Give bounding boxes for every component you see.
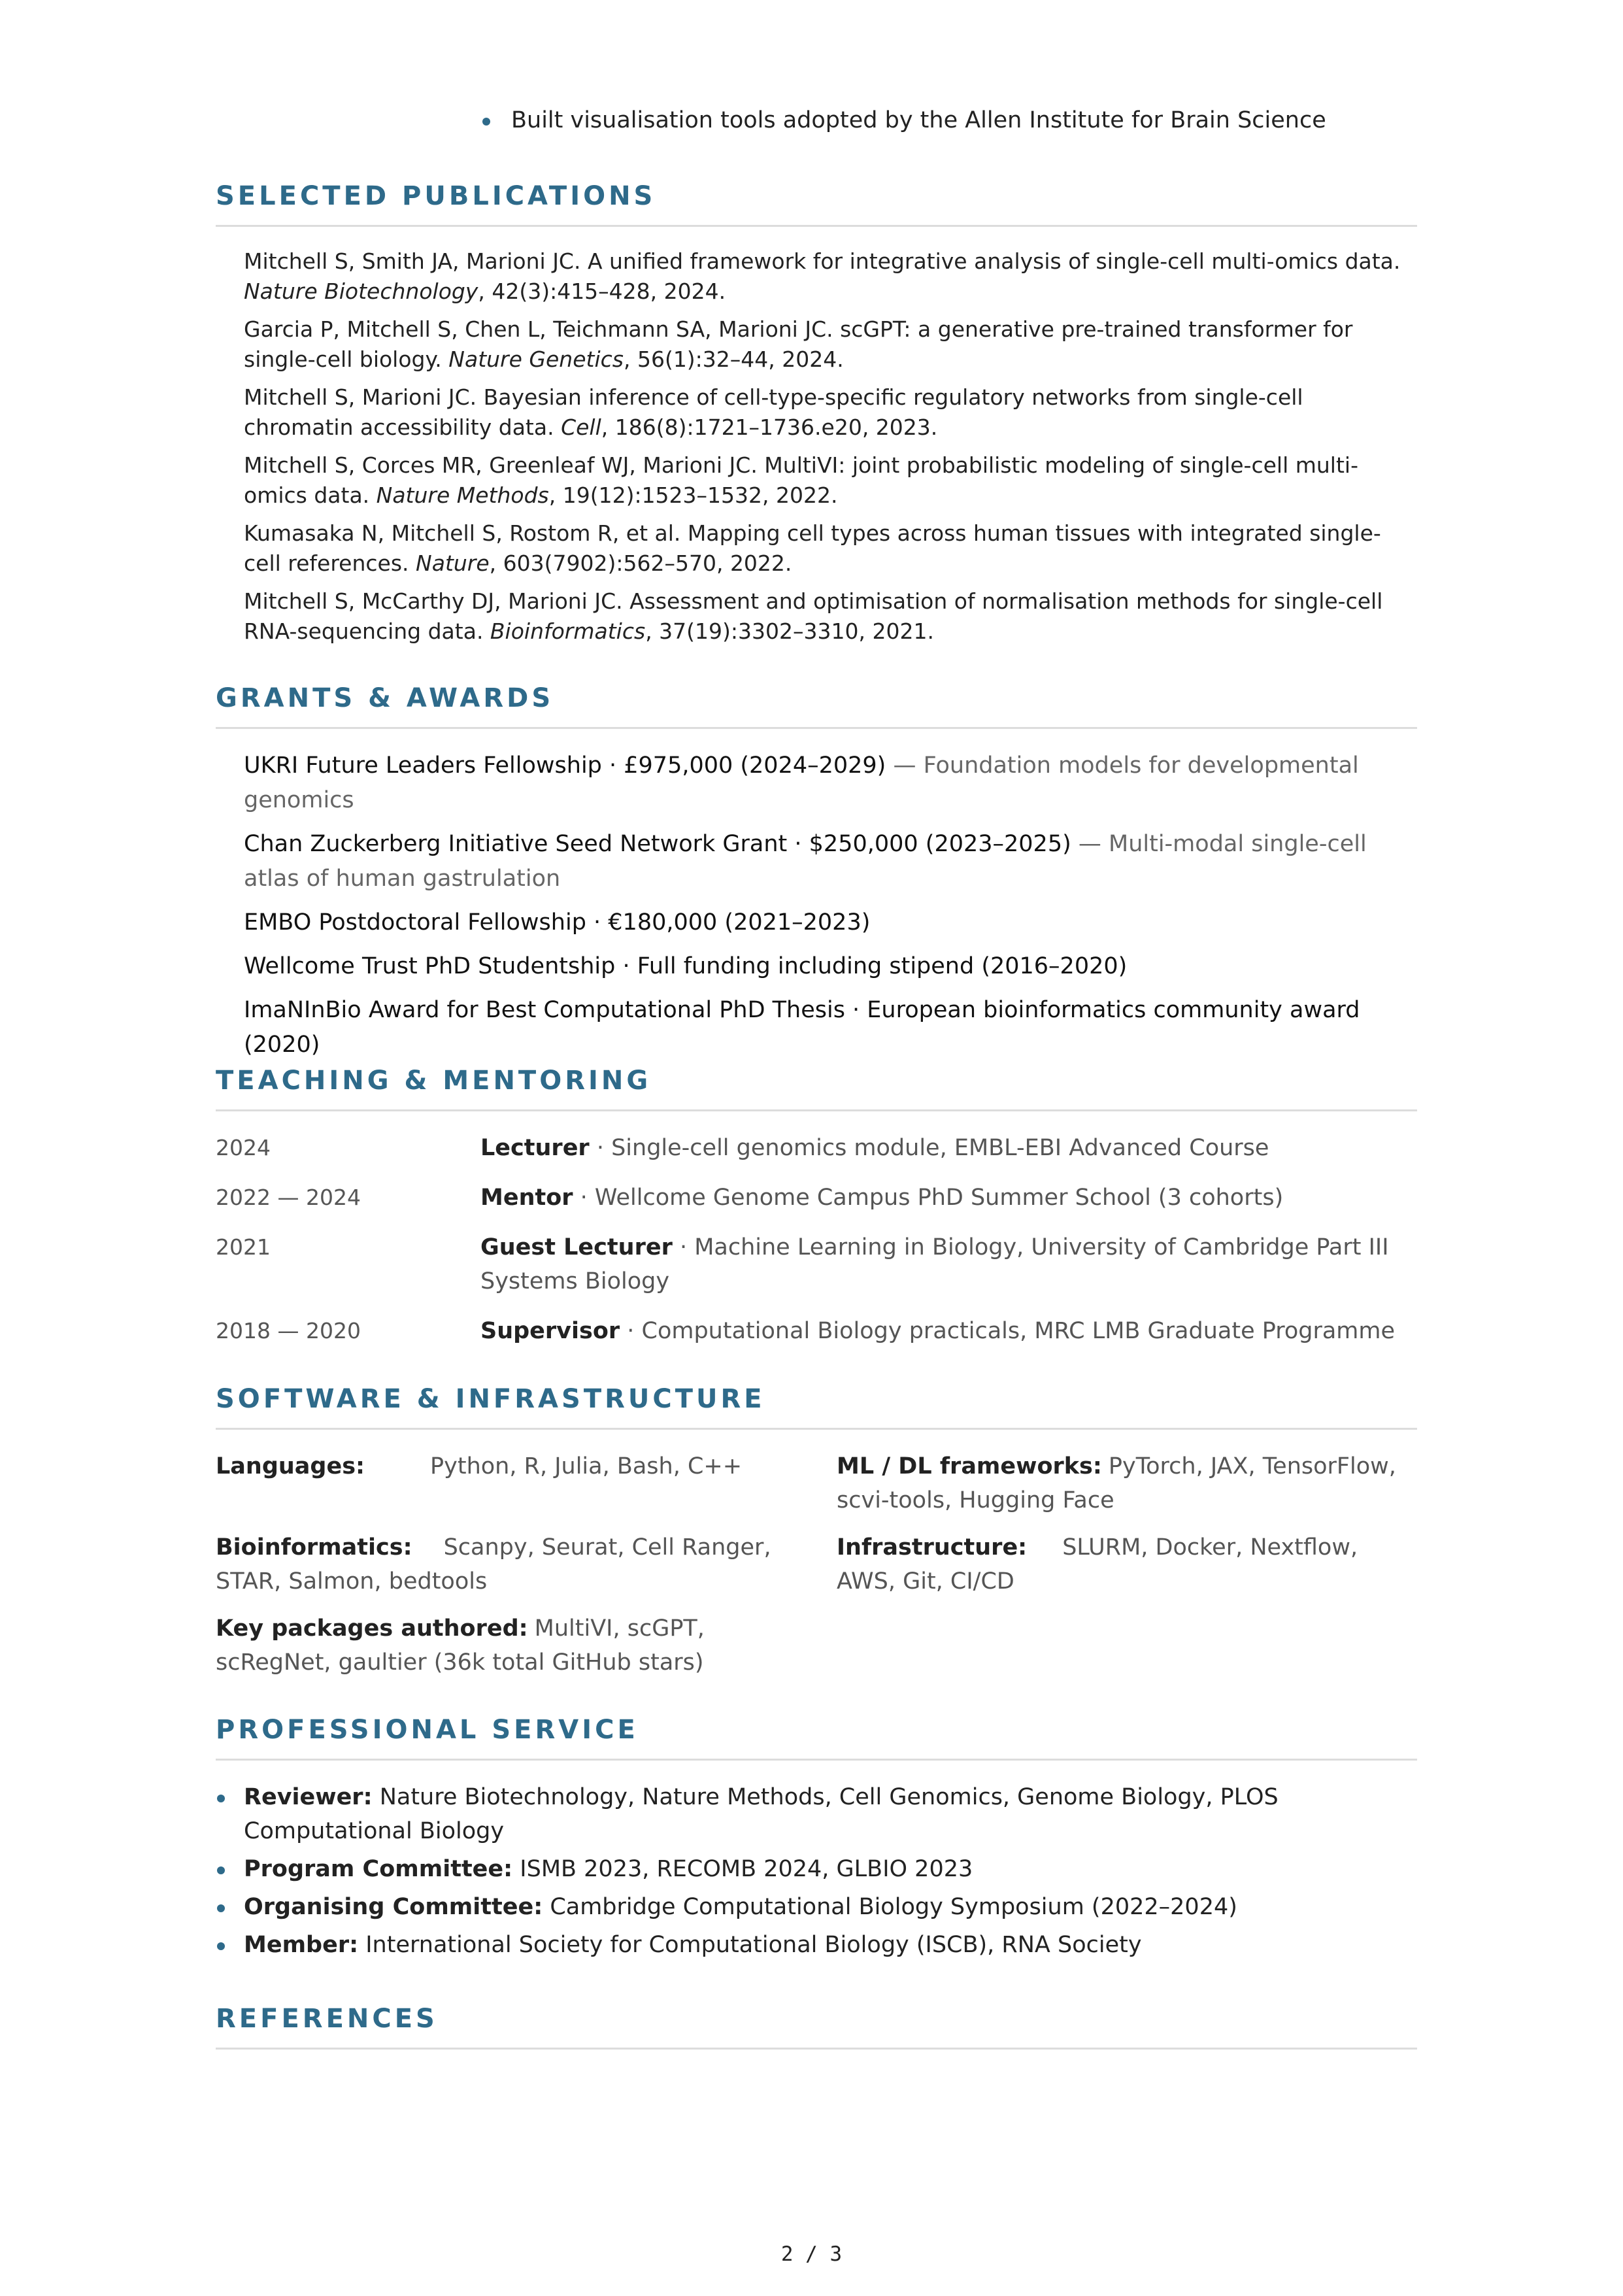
software-item [216, 1612, 726, 1680]
software-label: Infrastructure: [837, 1534, 1028, 1561]
publication-entry: Mitchell S, Smith JA, Marioni JC. A unified framework for integrative analysis of single-cell multi-omics data. Nature Biotechnology, 42(3):415–428, 2024. [244, 248, 1401, 304]
service-item [216, 1928, 1417, 1962]
journal-name: Nature Methods [376, 482, 549, 508]
teaching-row [216, 1230, 1417, 1298]
service-list [216, 1761, 1417, 1962]
award-entry [244, 827, 1414, 896]
award-title: EMBO Postdoctoral Fellowship · €180,000 (2021–2023) [244, 909, 871, 936]
software-label: Bioinformatics: [216, 1534, 412, 1561]
software-item [216, 1449, 837, 1517]
software-item [216, 1530, 837, 1598]
teaching-date: 2021 [216, 1234, 271, 1260]
teaching-row [216, 1314, 1417, 1348]
publication-entry: Kumasaka N, Mitchell S, Rostom R, et al. Mapping cell types across human tissues with integrated single-cell references. Nature, 603(7902):562–570, 2022. [244, 520, 1381, 576]
award-entry [244, 749, 1414, 818]
software-item [837, 1449, 1417, 1517]
grants-list [216, 729, 1414, 1062]
experience-bullet: Built visualisation tools adopted by the Allen Institute for Brain Science [482, 103, 1326, 137]
teaching-role: Lecturer [480, 1135, 590, 1161]
teaching-date: 2024 [216, 1135, 271, 1160]
publication-entry: Mitchell S, Marioni JC. Bayesian inference of cell-type-specific regulatory networks from single-cell chromatin accessibility data. Cell, 186(8):1721–1736.e20, 2023. [244, 384, 1303, 440]
award-entry [244, 993, 1414, 1062]
award-title: UKRI Future Leaders Fellowship · £975,000 (2024–2029) [244, 752, 886, 779]
software-section [216, 1381, 1417, 1680]
award-title: Chan Zuckerberg Initiative Seed Network Grant · $250,000 (2023–2025) [244, 831, 1071, 857]
references-heading: REFERENCES [216, 2001, 1417, 2050]
award-entry [244, 949, 1414, 984]
journal-name: Bioinformatics [490, 618, 646, 644]
award-title: ImaNInBio Award for Best Computational PhD Thesis · European bioinformatics community award (2020) [244, 997, 1360, 1058]
teaching-role: Mentor [480, 1185, 573, 1211]
software-label: ML / DL frameworks: [837, 1453, 1102, 1479]
service-label: Program Committee: [244, 1856, 513, 1882]
service-item [216, 1890, 1417, 1924]
software-heading: SOFTWARE & INFRASTRUCTURE [216, 1381, 1417, 1430]
publications-list [216, 227, 1414, 647]
service-label: Organising Committee: [244, 1894, 543, 1920]
publications-section [216, 178, 1417, 654]
teaching-description: · Wellcome Genome Campus PhD Summer School (3 cohorts) [573, 1185, 1284, 1211]
teaching-list [216, 1111, 1417, 1348]
journal-name: Nature Genetics [448, 346, 624, 372]
service-item [216, 1780, 1417, 1848]
publications-heading: SELECTED PUBLICATIONS [216, 178, 1417, 227]
teaching-row [216, 1181, 1417, 1215]
software-item [837, 1530, 1417, 1598]
service-value: ISMB 2023, RECOMB 2024, GLBIO 2023 [512, 1856, 973, 1882]
teaching-section [216, 1062, 1417, 1364]
software-value: Scanpy, Seurat, Cell Ranger, STAR, Salmon, bedtools [216, 1534, 771, 1595]
service-item [216, 1852, 1417, 1886]
journal-name: Cell [561, 414, 601, 440]
service-value: Nature Biotechnology, Nature Methods, Cell Genomics, Genome Biology, PLOS Computational Biology [244, 1784, 1279, 1844]
software-value: Python, R, Julia, Bash, C++ [430, 1453, 743, 1479]
teaching-row [216, 1131, 1417, 1165]
service-heading: PROFESSIONAL SERVICE [216, 1712, 1417, 1761]
teaching-description: · Single-cell genomics module, EMBL-EBI Advanced Course [589, 1135, 1269, 1161]
references-section [216, 2001, 1417, 2050]
publication-entry: Mitchell S, McCarthy DJ, Marioni JC. Assessment and optimisation of normalisation methods for single-cell RNA-sequencing data. Bioinformatics, 37(19):3302–3310, 2021. [244, 588, 1383, 644]
publication-entry: Mitchell S, Corces MR, Greenleaf WJ, Marioni JC. MultiVI: joint probabilistic modeling of single-cell multi-omics data. Nature Methods, 19(12):1523–1532, 2022. [244, 452, 1358, 508]
award-entry [244, 905, 1414, 940]
software-value: MultiVI, scGPT, scRegNet, gaultier (36k total GitHub stars) [216, 1615, 705, 1676]
award-description: — Foundation models for developmental genomics [244, 752, 1359, 813]
grants-section [216, 680, 1417, 1072]
page-number: 2 / 3 [780, 2242, 843, 2266]
service-label: Reviewer: [244, 1784, 373, 1810]
grants-heading: GRANTS & AWARDS [216, 680, 1417, 729]
journal-name: Nature Biotechnology [244, 279, 478, 304]
teaching-role: Supervisor [480, 1318, 620, 1344]
award-description: — Multi-modal single-cell atlas of human gastrulation [244, 831, 1367, 892]
teaching-description: · Computational Biology practicals, MRC LMB Graduate Programme [620, 1318, 1396, 1344]
software-grid [216, 1430, 1417, 1680]
software-label: Languages: [216, 1453, 365, 1479]
experience-bullet-list [482, 103, 1326, 137]
software-value: SLURM, Docker, Nextflow, AWS, Git, CI/CD [837, 1534, 1358, 1595]
teaching-date: 2018 — 2020 [216, 1318, 361, 1343]
teaching-heading: TEACHING & MENTORING [216, 1062, 1417, 1111]
teaching-date: 2022 — 2024 [216, 1185, 361, 1210]
software-label: Key packages authored: [216, 1615, 528, 1642]
software-value: PyTorch, JAX, TensorFlow, scvi-tools, Hugging Face [837, 1453, 1396, 1513]
teaching-description: · Machine Learning in Biology, University of Cambridge Part III Systems Biology [480, 1234, 1389, 1294]
teaching-role: Guest Lecturer [480, 1234, 673, 1260]
award-title: Wellcome Trust PhD Studentship · Full funding including stipend (2016–2020) [244, 953, 1128, 979]
service-section [216, 1712, 1417, 1966]
journal-name: Nature [416, 550, 490, 576]
publication-entry: Garcia P, Mitchell S, Chen L, Teichmann SA, Marioni JC. scGPT: a generative pre-trained transformer for single-cell biology. Nature Genetics, 56(1):32–44, 2024. [244, 316, 1353, 372]
service-value: Cambridge Computational Biology Symposium (2022–2024) [543, 1894, 1237, 1920]
service-label: Member: [244, 1932, 359, 1958]
service-value: International Society for Computational Biology (ISCB), RNA Society [358, 1932, 1142, 1958]
